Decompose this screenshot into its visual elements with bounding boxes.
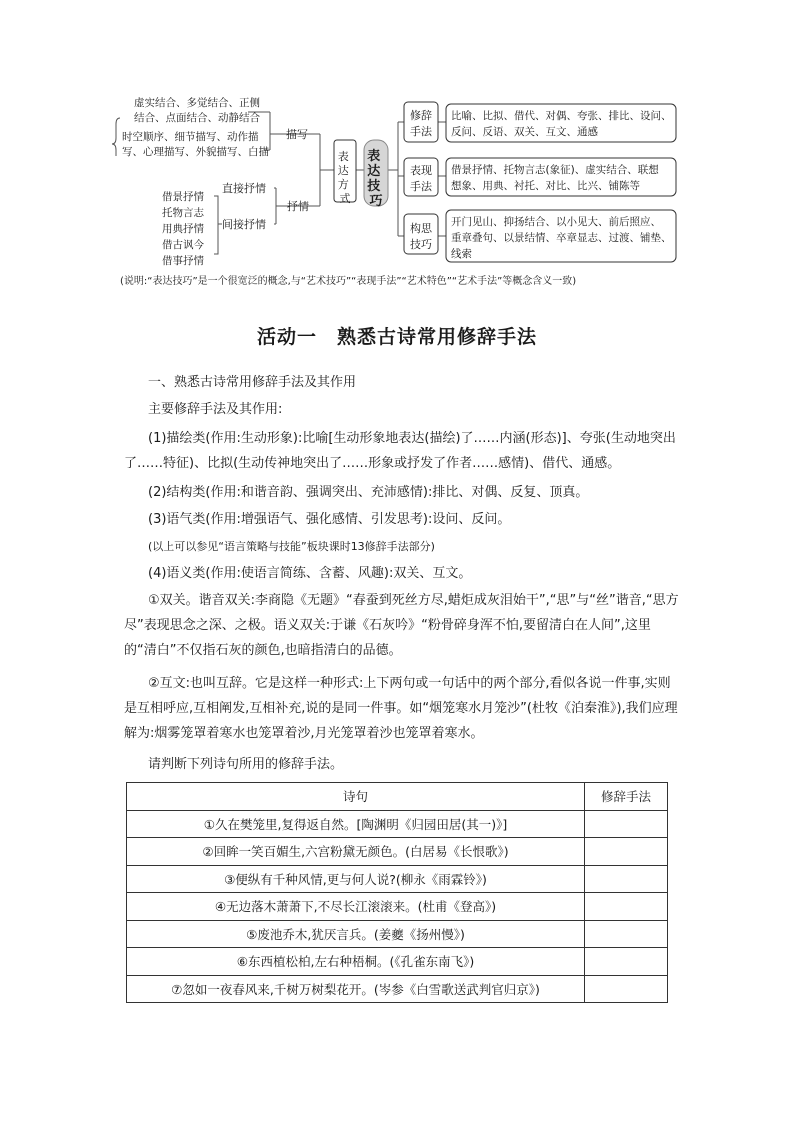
answer-cell[interactable] [585,865,668,893]
paragraph-1: (1)描绘类(作用:生动形象):比喻[生动形象地表达(描绘)了……内涵(形态)]、夸张(生动地突出了……特征)、比拟(生动传神地突出了……形象或抒发了作者……感情)、借代、通感。 [124,431,676,471]
miaoxie-items [122,96,269,158]
table-row: ④无边落木萧萧下,不尽长江滚滚来。(杜甫《登高》) [127,893,668,921]
jianjie-label: 间接抒情 [222,218,266,231]
svg-text:借事抒情: 借事抒情 [162,255,204,267]
svg-text:表 达 方 式: 表 达 方 式 [337,150,351,205]
paragraph-6: ①双关。谐音双关:李商隐《无题》“春蚕到死丝方尽,蜡炬成灰泪始干”,“思”与“丝”谐音,“思方尽”表现思念之深、之极。语义双关:于谦《石灰吟》“粉骨碎身浑不怕,要留清白在人间”,这里的“清白”不仅指石灰的颜色,也暗指清白的品德。 [124,593,679,658]
svg-text:时空顺序、细节描写、动作描: 时空顺序、细节描写、动作描 [122,131,259,143]
answer-cell[interactable] [585,948,668,976]
sub-heading: 主要修辞手法及其作用: [148,402,283,417]
svg-text:用典抒情: 用典抒情 [162,223,204,235]
svg-text:手法: 手法 [410,180,432,193]
svg-text:写、心理描写、外貌描写、白描: 写、心理描写、外貌描写、白描 [122,146,269,158]
table-row: ②回眸一笑百媚生,六宫粉黛无颜色。(白居易《长恨歌》) [127,838,668,866]
svg-text:借景抒情: 借景抒情 [162,191,204,203]
header-rhetoric: 修辞手法 [585,783,668,811]
table-row: ③便纵有千种风情,更与何人说?(柳永《雨霖铃》) [127,865,668,893]
paragraph-3: (3)语气类(作用:增强语气、强化感情、引发思考):设问、反问。 [148,512,511,527]
center-label: 表 [367,149,381,164]
svg-text:技巧: 技巧 [410,238,432,251]
svg-text:想象、用典、衬托、对比、比兴、铺陈等: 想象、用典、衬托、对比、比兴、铺陈等 [451,180,640,192]
page-title: 活动一 熟悉古诗常用修辞手法 [256,326,537,348]
svg-text:表现: 表现 [410,164,432,177]
section-heading: 一、熟悉古诗常用修辞手法及其作用 [148,375,357,390]
svg-text:开门见山、抑扬结合、以小见大、前后照应、: 开门见山、抑扬结合、以小见大、前后照应、 [451,216,661,228]
mindmap-note: (说明:“表达技巧”是一个很宽泛的概念,与“艺术技巧”“表现手法”“艺术特色”“艺术手法”等概念含义一致) [120,276,577,287]
svg-text:线索: 线索 [451,248,472,260]
svg-text:结合、点面结合、动静结合: 结合、点面结合、动静结合 [134,112,260,124]
svg-text:反问、反语、双关、互文、通感: 反问、反语、双关、互文、通感 [451,126,598,138]
table-row: ⑥东西植松柏,左右种梧桐。(《孔雀东南飞》) [127,948,668,976]
answer-cell[interactable] [585,810,668,838]
rhetoric-table [126,782,668,1003]
paragraph-4: (以上可以参见“语言策略与技能”板块课时13修辞手法部分) [148,540,435,553]
table-row: ⑦忽如一夜春风来,千树万树梨花开。(岑参《白雪歌送武判官归京》) [127,975,668,1003]
header-poem: 诗句 [127,783,585,811]
answer-cell[interactable] [585,920,668,948]
svg-text:重章叠句、以景结情、卒章显志、过渡、铺垫、: 重章叠句、以景结情、卒章显志、过渡、铺垫、 [451,232,672,244]
svg-text:修辞: 修辞 [410,109,432,122]
svg-text:托物言志: 托物言志 [162,207,204,219]
answer-cell[interactable] [585,838,668,866]
miaoxie-label: 描写 [286,128,308,141]
svg-text:虚实结合、多觉结合、正侧: 虚实结合、多觉结合、正侧 [134,97,260,109]
svg-text:表 达 技 巧: 表 达 技 巧 [367,149,383,209]
paragraph-7: ②互文:也叫互辞。它是这样一种形式:上下两句或一句话中的两个部分,看似各说一件事,实则是互相呼应,互相阐发,互相补充,说的是同一件事。如“烟笼寒水月笼沙”(杜牧《泊秦淮》),我们应理解为:烟雾笼罩着寒水也笼罩着沙,月光笼罩着沙也笼罩着寒水。 [124,676,678,741]
shuqing-label: 抒情 [287,200,309,213]
paragraph-2: (2)结构类(作用:和谐音韵、强调突出、充沛感情):排比、对偶、反复、顶真。 [148,485,589,500]
paragraph-5: (4)语义类(作用:使语言简练、含蓄、风趣):双关、互文。 [148,566,472,581]
svg-text:手法: 手法 [410,125,432,138]
mind-map [0,0,794,300]
svg-text:比喻、比拟、借代、对偶、夸张、排比、设问、: 比喻、比拟、借代、对偶、夸张、排比、设问、 [451,110,672,122]
table-row: ①久在樊笼里,复得返自然。[陶渊明《归园田居(其一)》] [127,810,668,838]
paragraph-8: 请判断下列诗句所用的修辞手法。 [148,757,344,772]
svg-text:借景抒情、托物言志(象征)、虚实结合、联想: 借景抒情、托物言志(象征)、虚实结合、联想 [451,164,659,176]
answer-cell[interactable] [585,975,668,1003]
table-header-row [127,783,668,811]
svg-text:借古讽今: 借古讽今 [162,239,204,251]
jianjie-items [162,190,204,267]
table-row: ⑤废池乔木,犹厌言兵。(姜夔《扬州慢》) [127,920,668,948]
svg-text:构思: 构思 [410,222,432,235]
answer-cell[interactable] [585,893,668,921]
zhijie-label: 直接抒情 [222,182,266,195]
